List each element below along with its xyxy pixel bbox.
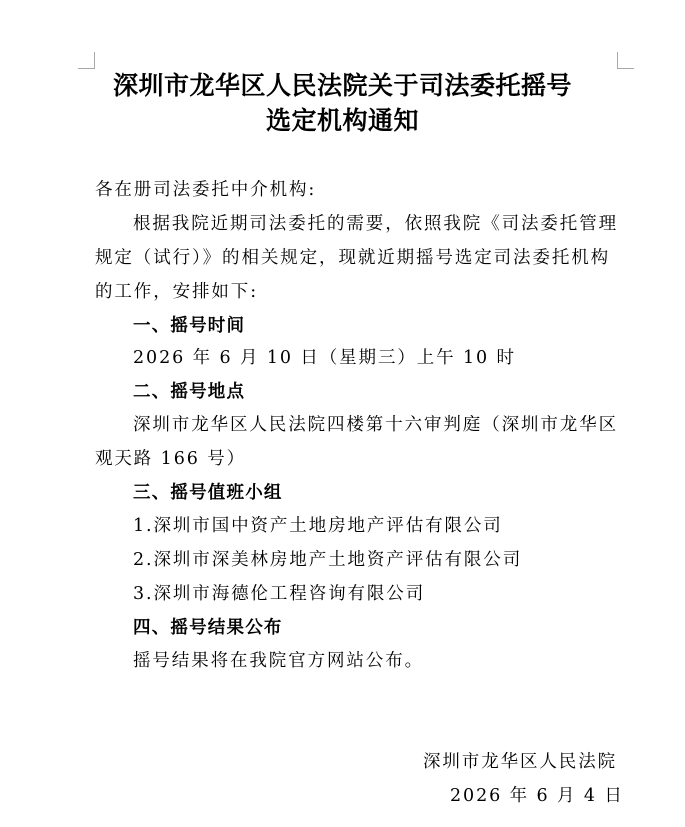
- section-heading-location: 二、摇号地点: [133, 382, 246, 402]
- duty-group-item-2: 2.深圳市深美林房地产土地资产评估有限公司: [133, 550, 523, 570]
- section-heading-time: 一、摇号时间: [133, 316, 246, 336]
- document-title-line-2: 选定机构通知: [265, 106, 419, 135]
- section-time-text: 2026 年 6 月 10 日（星期三）上午 10 时: [133, 348, 516, 368]
- signature-date: 2026 年 6 月 4 日: [450, 786, 624, 806]
- section-heading-result: 四、摇号结果公布: [133, 618, 283, 638]
- section-heading-duty-group: 三、摇号值班小组: [133, 483, 283, 503]
- section-location-line-2: 观天路 166 号）: [95, 449, 247, 469]
- section-location-line-1: 深圳市龙华区人民法院四楼第十六审判庭（深圳市龙华区: [133, 415, 618, 435]
- intro-line-3: 的工作，安排如下:: [95, 282, 258, 302]
- signature-organization: 深圳市龙华区人民法院: [423, 752, 617, 772]
- intro-line-1: 根据我院近期司法委托的需要，依照我院《司法委托管理: [133, 214, 618, 234]
- duty-group-item-1: 1.深圳市国中资产土地房地产评估有限公司: [133, 516, 503, 536]
- section-result-text: 摇号结果将在我院官方网站公布。: [133, 651, 424, 671]
- intro-line-2: 规定（试行）》的相关规定，现就近期摇号选定司法委托机构: [95, 248, 611, 268]
- document-title-line-1: 深圳市龙华区人民法院关于司法委托摇号: [112, 71, 572, 100]
- crop-mark-top-right: [617, 52, 634, 69]
- salutation: 各在册司法委托中介机构:: [95, 180, 317, 200]
- duty-group-item-3: 3.深圳市海德伦工程咨询有限公司: [133, 584, 426, 604]
- crop-mark-top-left: [78, 52, 95, 69]
